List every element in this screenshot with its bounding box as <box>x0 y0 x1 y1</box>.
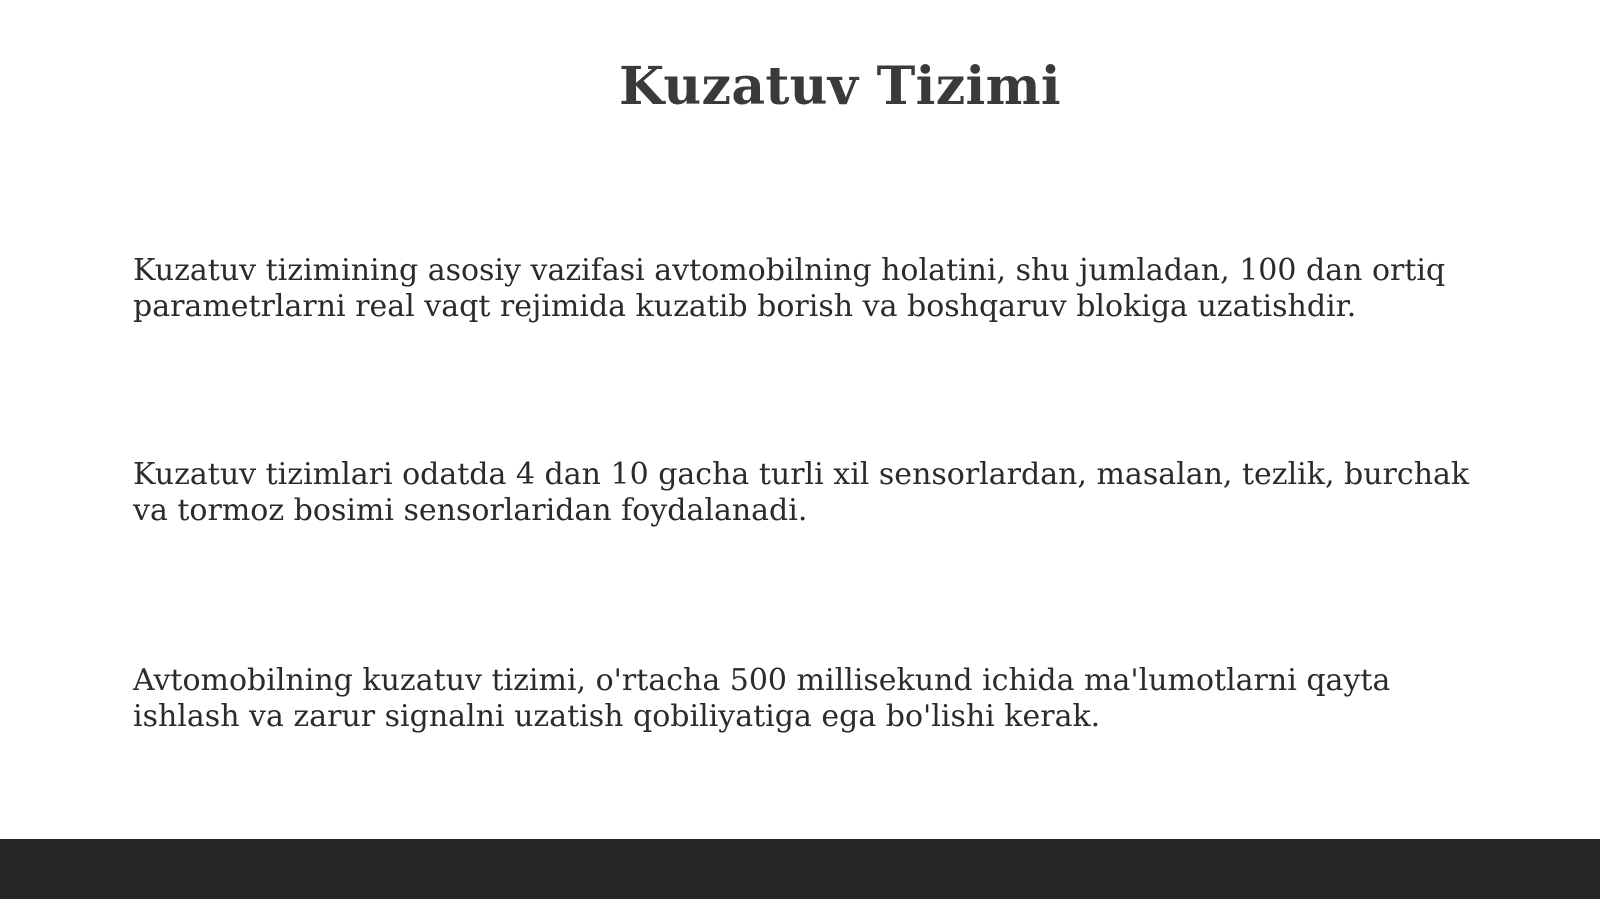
footer-bar <box>0 839 1600 899</box>
paragraph-sensors: Kuzatuv tizimlari odatda 4 dan 10 gacha turli xil sensorlardan, masalan, tezlik, burchak va tormoz bosimi sensorlaridan foydalanadi. <box>133 457 1470 528</box>
slide-title: Kuzatuv Tizimi <box>619 56 1061 117</box>
paragraph-monitoring-purpose: Kuzatuv tizimining asosiy vazifasi avtomobilning holatini, shu jumladan, 100 dan ortiq parametrlarni real vaqt rejimida kuzatib borish va boshqaruv blokiga uzatishdir. <box>133 253 1446 324</box>
paragraph-response-time: Avtomobilning kuzatuv tizimi, o'rtacha 500 millisekund ichida ma'lumotlarni qayta ishlash va zarur signalni uzatish qobiliyatiga ega bo'lishi kerak. <box>133 663 1391 734</box>
